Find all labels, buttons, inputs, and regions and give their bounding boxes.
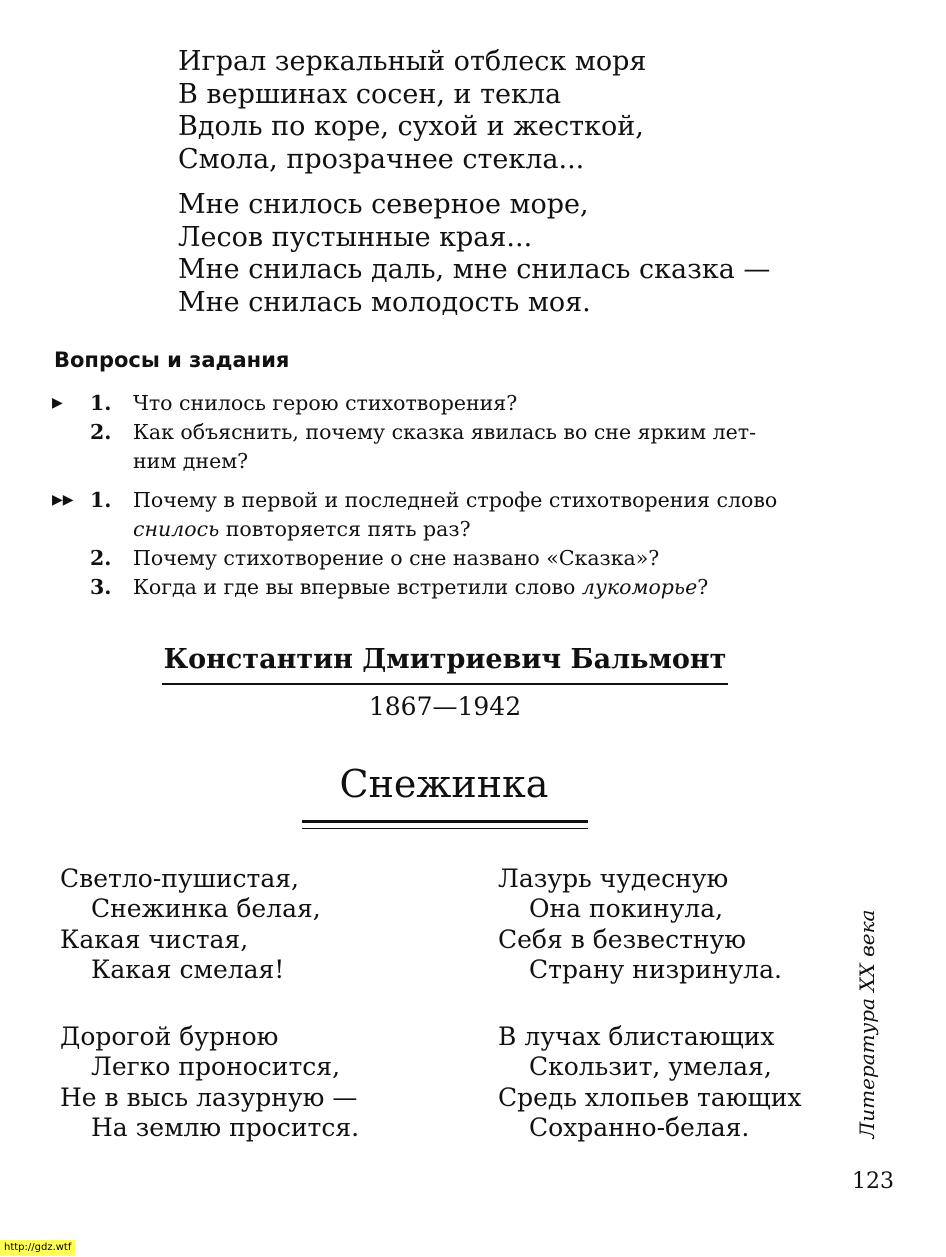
- poem-line: Скользит, умелая,: [529, 1052, 772, 1082]
- poem-stanza: [60, 1022, 359, 1143]
- poem-stanza: [498, 1022, 802, 1143]
- page-number: 123: [852, 1169, 894, 1194]
- question-text: ним днем?: [133, 449, 249, 473]
- verse-line: Играл зеркальный отблеск моря: [178, 46, 647, 77]
- question-text-line: [133, 515, 843, 544]
- poem-line: Лазурь чудесную: [498, 864, 729, 893]
- watermark-link[interactable]: http://gdz.wtf: [0, 1240, 75, 1256]
- question-item: [0, 486, 946, 544]
- question-item: [0, 389, 946, 418]
- questions-group-basic: [0, 389, 946, 476]
- poem-line: Средь хлопьев тающих: [498, 1082, 802, 1112]
- question-item: [0, 544, 946, 573]
- question-text: Почему в первой и последней строфе стихотворения слово: [133, 488, 778, 512]
- poem-line: В лучах блистающих: [498, 1022, 775, 1052]
- question-text: Что снилось герою стихотворения?: [133, 391, 518, 415]
- question-text: Почему стихотворение о сне названо «Сказка»?: [133, 546, 660, 570]
- question-number: 3.: [90, 575, 112, 599]
- verse-line: В вершинах сосен, и текла: [178, 78, 562, 110]
- question-text: Как объяснить, почему сказка явилась во сне ярким лет-: [133, 420, 757, 444]
- question-text: Когда и где вы впервые встретили слово: [133, 575, 582, 599]
- poem-line: Какая смелая!: [91, 954, 285, 984]
- verse-line: Смола, прозрачнее стекла...: [178, 144, 585, 176]
- italic-word: снилось: [133, 517, 220, 541]
- questions-heading: Вопросы и задания: [54, 348, 290, 372]
- question-number: 1.: [90, 488, 112, 512]
- italic-word: лукоморье: [581, 575, 698, 599]
- question-number: 1.: [90, 391, 112, 415]
- question-text: повторяется пять раз?: [219, 517, 471, 541]
- verse-line: Мне снилось северное море,: [178, 189, 589, 220]
- questions-group-advanced: [0, 486, 946, 602]
- poem-stanza: [60, 864, 359, 985]
- author-underline: [162, 683, 728, 685]
- poem-line: Снежинка белая,: [91, 894, 321, 924]
- verse-line: Мне снилась молодость моя.: [178, 287, 591, 319]
- question-number: 2.: [90, 546, 112, 570]
- question-text-line: [133, 573, 843, 602]
- question-number: 2.: [90, 420, 112, 444]
- verse-line: Лесов пустынные края...: [178, 221, 533, 253]
- question-item: [0, 573, 946, 602]
- triangle-marker-icon: ▶: [52, 395, 63, 411]
- poem-line: Светло-пушистая,: [60, 864, 299, 893]
- poem-line: Какая чистая,: [60, 924, 249, 954]
- poem-line: Легко проносится,: [91, 1052, 341, 1082]
- verse-line: Вдоль по коре, сухой и жесткой,: [178, 111, 644, 143]
- poem-line: Сохранно-белая.: [529, 1113, 750, 1143]
- title-rule-thin: [302, 828, 588, 829]
- poem-line: На землю просится.: [91, 1113, 360, 1143]
- question-text: ?: [697, 575, 709, 599]
- verse-stanza-2: [178, 189, 770, 320]
- poem-column-left: [60, 864, 359, 1180]
- poem-line: Не в высь лазурную —: [60, 1082, 358, 1112]
- poem-line: Она покинула,: [529, 894, 724, 924]
- author-years: 1867—1942: [368, 692, 522, 721]
- running-head: [843, 893, 891, 1155]
- poem-line: Страну низринула.: [529, 954, 782, 984]
- verse-stanza-1: [178, 46, 646, 177]
- running-head-text: Литература XX века: [855, 909, 879, 1139]
- verse-line: Мне снилась даль, мне снилась сказка —: [178, 254, 771, 286]
- author-name: Константин Дмитриевич Бальмонт: [163, 644, 727, 675]
- double-triangle-marker-icon: ▶▶: [52, 492, 74, 508]
- poem-line: Себя в безвестную: [498, 924, 747, 954]
- question-item: [0, 418, 946, 476]
- poem-stanza: [498, 864, 802, 985]
- title-rule-thick: [302, 820, 588, 823]
- poem-title: Снежинка: [339, 762, 549, 806]
- poem-line: Дорогой бурною: [60, 1022, 279, 1052]
- poem-column-right: [498, 864, 802, 1180]
